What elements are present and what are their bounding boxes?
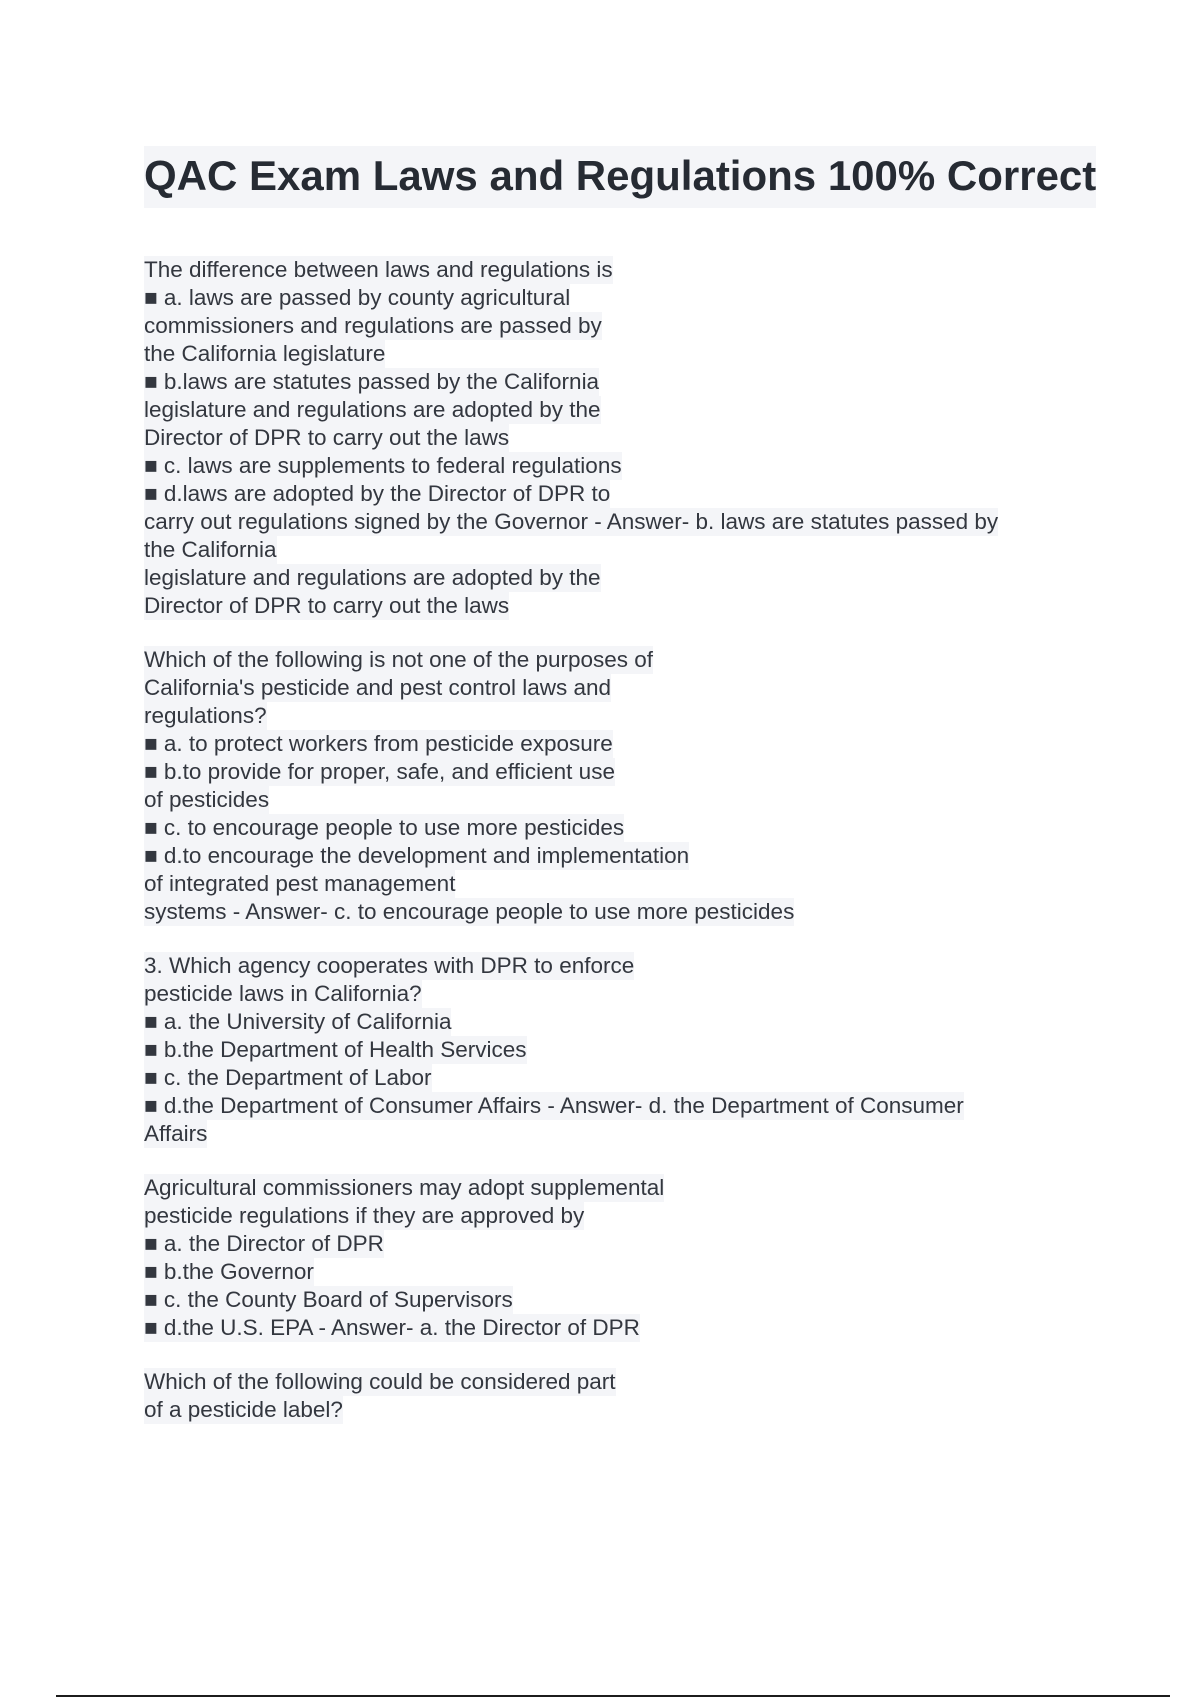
option-line: ■ d.laws are adopted by the Director of DPR to xyxy=(144,481,611,506)
option-line: ■ b.the Department of Health Services xyxy=(144,1037,527,1062)
question-line: 3. Which agency cooperates with DPR to enforce xyxy=(144,953,635,978)
option-line: ■ a. to protect workers from pesticide exposure xyxy=(144,731,613,756)
option-line: commissioners and regulations are passed by xyxy=(144,313,602,338)
option-line: ■ a. the Director of DPR xyxy=(144,1231,384,1256)
question-line: California's pesticide and pest control laws and xyxy=(144,675,612,700)
option-line: the California legislature xyxy=(144,341,386,366)
question-line: Agricultural commissioners may adopt supplemental xyxy=(144,1175,665,1200)
question-line: pesticide regulations if they are approved by xyxy=(144,1203,585,1228)
page-bottom-rule xyxy=(56,1695,1170,1697)
option-line: ■ c. to encourage people to use more pesticides xyxy=(144,815,625,840)
option-line: ■ b.to provide for proper, safe, and efficient use xyxy=(144,759,615,784)
option-line: legislature and regulations are adopted by the xyxy=(144,397,601,422)
document-body xyxy=(144,256,1104,1450)
option-line: Director of DPR to carry out the laws xyxy=(144,425,510,450)
answer-line: ■ d.the Department of Consumer Affairs - Answer- d. the Department of Consumer xyxy=(144,1093,964,1118)
answer-line: systems - Answer- c. to encourage people to use more pesticides xyxy=(144,899,795,924)
question-line: regulations? xyxy=(144,703,267,728)
option-line: ■ b.the Governor xyxy=(144,1259,314,1284)
question-line: pesticide laws in California? xyxy=(144,981,422,1006)
option-line: ■ c. laws are supplements to federal regulations xyxy=(144,453,622,478)
option-line: ■ c. the County Board of Supervisors xyxy=(144,1287,513,1312)
answer-line: the California xyxy=(144,537,277,562)
answer-line: Director of DPR to carry out the laws xyxy=(144,593,510,618)
question-line: of a pesticide label? xyxy=(144,1397,343,1422)
question-block xyxy=(144,646,1104,926)
question-line: The difference between laws and regulations is xyxy=(144,257,613,282)
answer-line: Affairs xyxy=(144,1121,208,1146)
answer-line: ■ d.the U.S. EPA - Answer- a. the Director of DPR xyxy=(144,1315,640,1340)
option-line: ■ d.to encourage the development and implementation xyxy=(144,843,690,868)
option-line: of pesticides xyxy=(144,787,270,812)
option-line: ■ a. the University of California xyxy=(144,1009,452,1034)
question-block xyxy=(144,1368,1104,1424)
question-line: Which of the following could be considered part xyxy=(144,1369,616,1394)
option-line: ■ a. laws are passed by county agricultural xyxy=(144,285,571,310)
question-line: Which of the following is not one of the purposes of xyxy=(144,647,654,672)
option-line: ■ c. the Department of Labor xyxy=(144,1065,432,1090)
question-block xyxy=(144,1174,1104,1342)
question-block xyxy=(144,952,1104,1148)
question-block xyxy=(144,256,1104,620)
document-title: QAC Exam Laws and Regulations 100% Correct xyxy=(144,146,1096,208)
answer-line: carry out regulations signed by the Governor - Answer- b. laws are statutes passed by xyxy=(144,509,999,534)
answer-line: legislature and regulations are adopted by the xyxy=(144,565,601,590)
option-line: of integrated pest management xyxy=(144,871,456,896)
option-line: ■ b.laws are statutes passed by the California xyxy=(144,369,600,394)
